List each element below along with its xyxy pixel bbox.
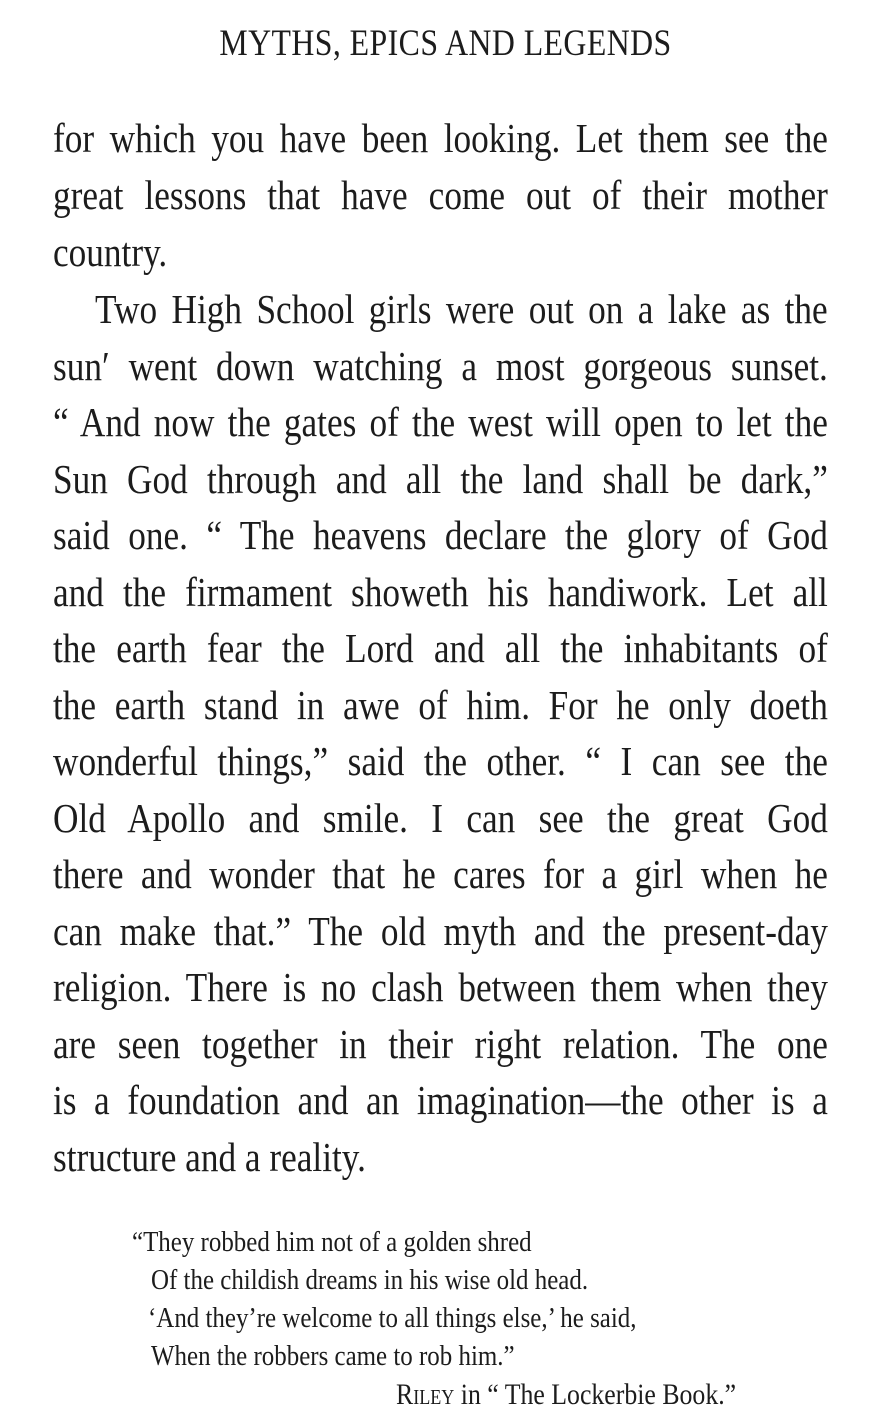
text-line: is a foundation and an imagination—the other is a (53, 1077, 828, 1123)
text-line: Old Apollo and smile. I can see the great God (53, 795, 828, 841)
verse-line: When the robbers came to rob him.” (151, 1340, 515, 1372)
verse-line: Of the childish dreams in his wise old head. (151, 1264, 589, 1296)
attribution-source: in “ The Lockerbie Book.” (454, 1378, 737, 1411)
text-line: country. (53, 229, 168, 275)
text-line: are seen together in their right relation. The one (53, 1021, 828, 1067)
text-line: “ And now the gates of the west will open to let the (53, 399, 828, 445)
text-line: and the firmament showeth his handiwork. Let all (53, 569, 828, 615)
text-line: sun′ went down watching a most gorgeous sunset. (53, 343, 828, 389)
attribution (396, 1376, 736, 1414)
text-line: wonderful things,” said the other. “ I can see the (53, 738, 828, 784)
verse-line: ‘And they’re welcome to all things else,’ he said, (148, 1302, 637, 1334)
verse-line: “They robbed him not of a golden shred (132, 1226, 532, 1258)
text-line: for which you have been looking. Let them see the (53, 115, 828, 161)
text-line: can make that.” The old myth and the present-day (53, 908, 828, 954)
text-line: great lessons that have come out of their mother (53, 172, 828, 218)
running-head: MYTHS, EPICS AND LEGENDS (219, 23, 672, 64)
text-line: structure and a reality. (53, 1134, 366, 1180)
text-line: said one. “ The heavens declare the glory of God (53, 512, 828, 558)
text-line: Sun God through and all the land shall be dark,” (53, 456, 828, 502)
attribution-author: Riley (396, 1378, 455, 1411)
text-line: Two High School girls were out on a lake as the (95, 286, 828, 332)
text-line: the earth stand in awe of him. For he only doeth (53, 682, 828, 728)
text-line: religion. There is no clash between them when they (53, 964, 828, 1010)
text-line: the earth fear the Lord and all the inhabitants of (53, 625, 828, 671)
text-line: there and wonder that he cares for a girl when he (53, 851, 828, 897)
